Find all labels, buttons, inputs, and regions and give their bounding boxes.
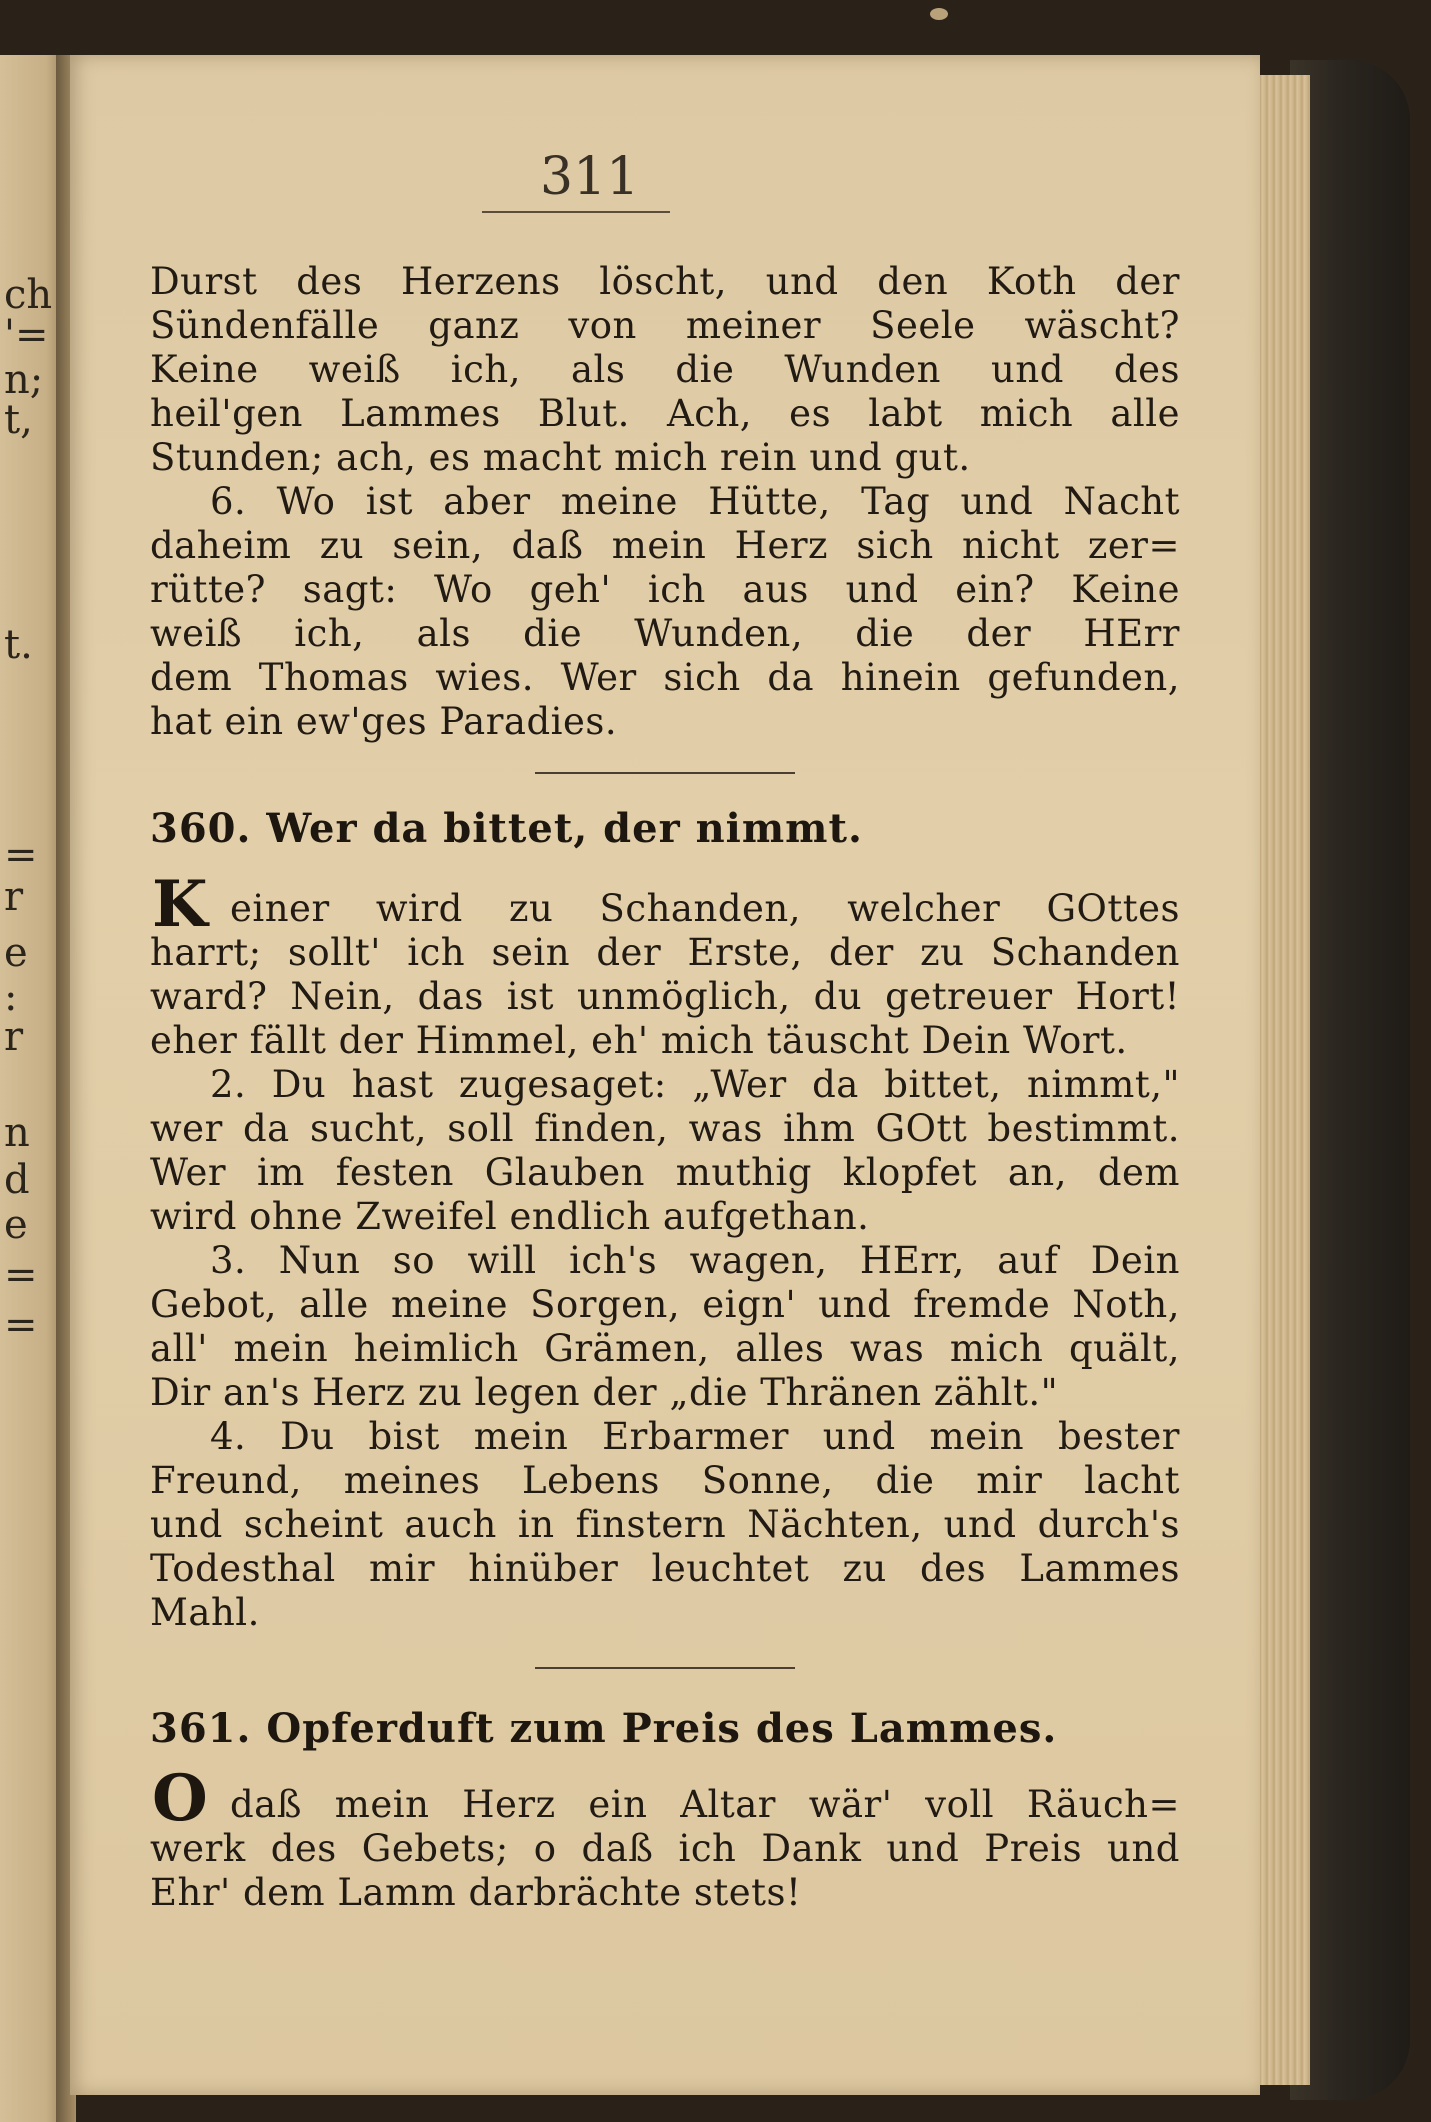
drop-cap: O [152,1761,208,1836]
text-line: 3. Nun so will ich's wagen, HErr, auf Dein [210,1239,1180,1282]
hymn-heading: 361. Opferduft zum Preis des Lammes. [150,1705,1058,1752]
text-line: harrt; sollt' ich sein der Erste, der zu Schanden [150,931,1180,974]
left-fragment: r [4,1014,24,1060]
text-line: 2. Du hast zugesaget: „Wer da bittet, nimmt," [210,1063,1180,1106]
text-line: Dir an's Herz zu legen der „die Thränen zählt." [150,1371,1059,1414]
text-line: 4. Du bist mein Erbarmer und mein bester [210,1415,1180,1458]
text-line: Wer im festen Glauben muthig klopfet an, dem [150,1151,1180,1194]
section-separator [535,772,795,774]
text-line: weiß ich, als die Wunden, die der HErr [150,612,1180,655]
hymn-heading: 360. Wer da bittet, der nimmt. [150,805,863,852]
left-fragment: ch [4,272,53,318]
page [70,55,1260,2095]
text-line: daheim zu sein, daß mein Herz sich nicht zer= [150,524,1180,567]
text-line: wer da sucht, soll finden, was ihm GOtt bestimmt. [150,1107,1180,1150]
text-line: heil'gen Lammes Blut. Ach, es labt mich alle [150,392,1180,435]
text-line: all' mein heimlich Grämen, alles was mich quält, [150,1327,1180,1370]
text-line: Stunden; ach, es macht mich rein und gut. [150,436,971,479]
text-line: Todesthal mir hinüber leuchtet zu des Lammes [150,1547,1180,1590]
left-fragment: e [4,930,28,976]
text-line: Sündenfälle ganz von meiner Seele wäscht? [150,304,1180,347]
text-line: werk des Gebets; o daß ich Dank und Preis und [150,1827,1180,1870]
left-fragment: n; [4,357,44,403]
page-number-rule [482,211,670,213]
left-fragment: = [4,1302,38,1348]
text-line: und scheint auch in finstern Nächten, und durch's [150,1503,1180,1546]
left-fragment: = [4,1252,38,1298]
text-line: Ehr' dem Lamm darbrächte stets! [150,1871,802,1914]
paper-stain [930,8,948,20]
left-fragment: r [4,874,24,920]
text-line: rütte? sagt: Wo geh' ich aus und ein? Keine [150,568,1180,611]
left-fragment: d [4,1157,30,1203]
text-line: dem Thomas wies. Wer sich da hinein gefunden, [150,656,1180,699]
text-line: daß mein Herz ein Altar wär' voll Räuch= [230,1783,1180,1826]
page-edges [1255,75,1310,2085]
drop-cap: K [152,867,208,942]
left-fragment: = [4,832,38,878]
text-line: 6. Wo ist aber meine Hütte, Tag und Nacht [210,480,1180,523]
section-separator [535,1667,795,1669]
left-fragment: t. [4,622,33,668]
text-line: einer wird zu Schanden, welcher GOttes [230,887,1180,930]
text-line: ward? Nein, das ist unmöglich, du getreuer Hort! [150,975,1180,1018]
text-line: hat ein ew'ges Paradies. [150,700,618,743]
left-fragment: '= [4,312,49,358]
text-line: Durst des Herzens löscht, und den Koth der [150,260,1180,303]
text-line: wird ohne Zweifel endlich aufgethan. [150,1195,870,1238]
text-line: Mahl. [150,1591,260,1634]
text-line: Freund, meines Lebens Sonne, die mir lacht [150,1459,1180,1502]
left-fragment: t, [4,397,33,443]
text-line: Keine weiß ich, als die Wunden und des [150,348,1180,391]
left-fragment: e [4,1202,28,1248]
left-fragment: n [4,1110,30,1156]
text-line: Gebot, alle meine Sorgen, eign' und fremde Noth, [150,1283,1180,1326]
text-line: eher fällt der Himmel, eh' mich täuscht Dein Wort. [150,1019,1128,1062]
page-number: 311 [540,147,640,207]
left-fragment: : [4,974,18,1020]
